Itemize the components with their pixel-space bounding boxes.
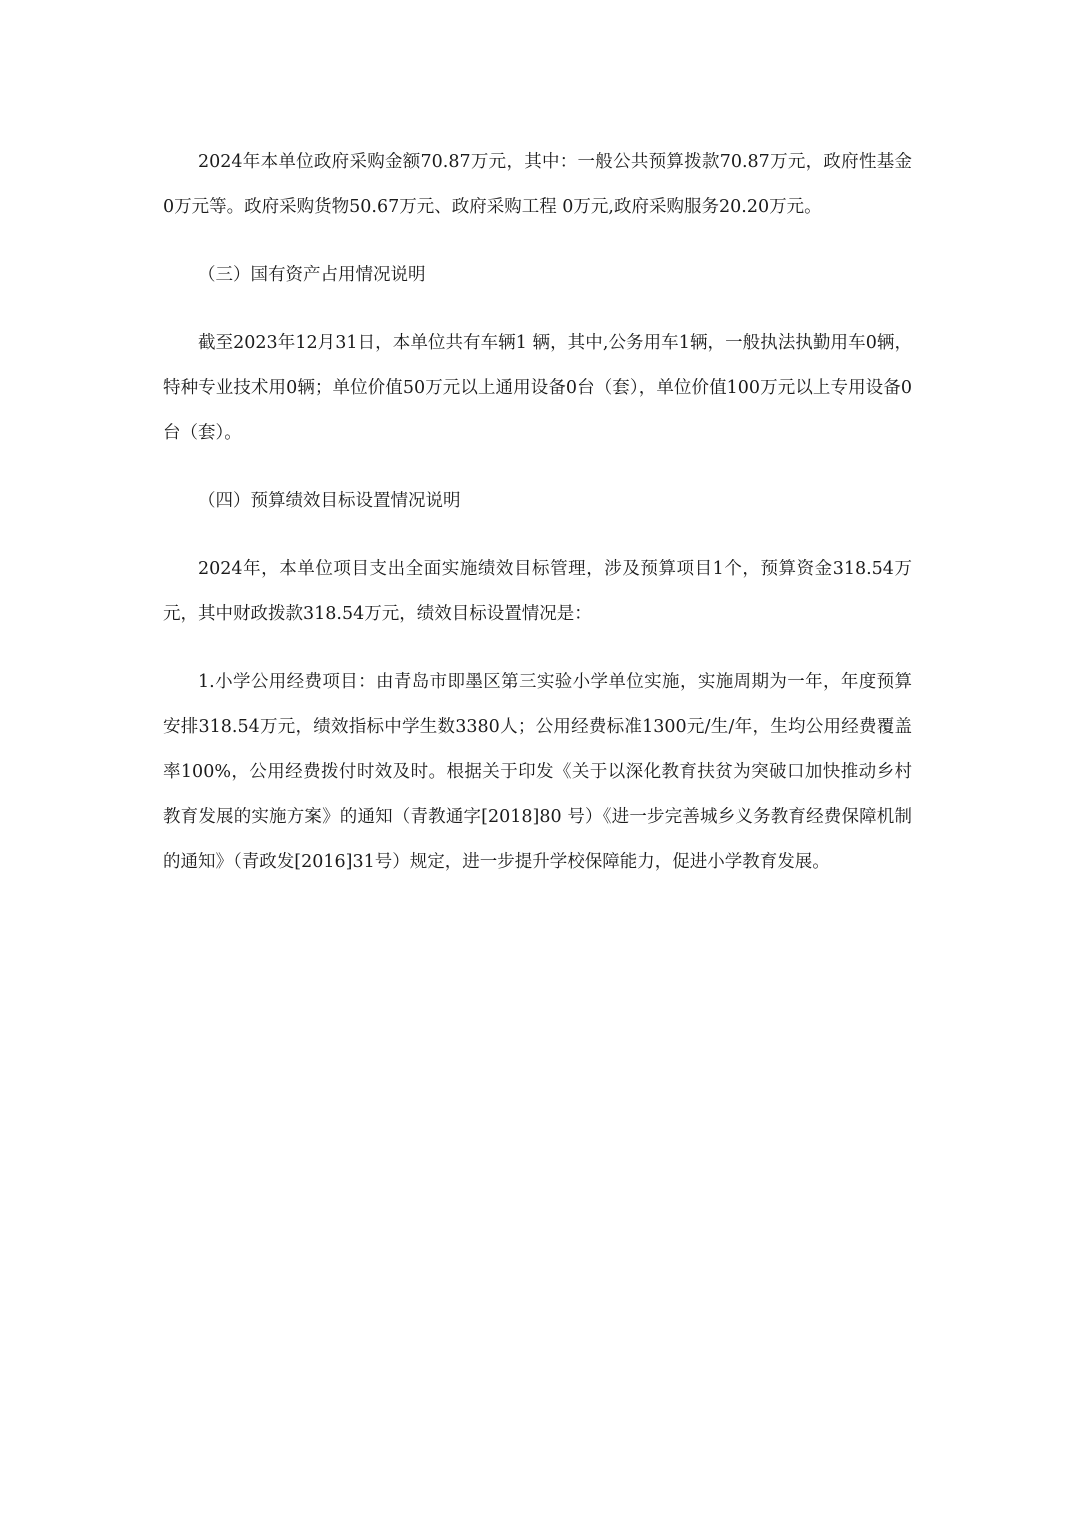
- section-heading-performance-goals: （四）预算绩效目标设置情况说明: [198, 491, 461, 511]
- paragraph-government-procurement: 2024年本单位政府采购金额70.87万元，其中：一般公共预算拨款70.87万元，政府性基金0万元等。政府采购货物50.67万元、政府采购工程 0万元,政府采购服务20.20万元。: [163, 152, 912, 217]
- paragraph-state-assets: 截至2023年12月31日，本单位共有车辆1 辆，其中,公务用车1辆，一般执法执勤用车0辆，特种专业技术用0辆；单位价值50万元以上通用设备0台（套），单位价值100万元以上专用设备0台（套）。: [163, 333, 912, 443]
- paragraph-primary-school-funding: 1.小学公用经费项目：由青岛市即墨区第三实验小学单位实施，实施周期为一年，年度预算安排318.54万元，绩效指标中学生数3380人；公用经费标准1300元/生/年，生均公用经费覆盖率100%，公用经费拨付时效及时。根据关于印发《关于以深化教育扶贫为突破口加快推动乡村教育发展的实施方案》的通知（青教通字[2018]80 号）《进一步完善城乡义务教育经费保障机制的通知》（青政发[2016]31号）规定，进一步提升学校保障能力，促进小学教育发展。: [163, 672, 912, 872]
- paragraph-performance-overview: 2024年，本单位项目支出全面实施绩效目标管理，涉及预算项目1个，预算资金318.54万元，其中财政拨款318.54万元，绩效目标设置情况是：: [163, 559, 912, 624]
- section-heading-state-assets: （三）国有资产占用情况说明: [198, 265, 426, 285]
